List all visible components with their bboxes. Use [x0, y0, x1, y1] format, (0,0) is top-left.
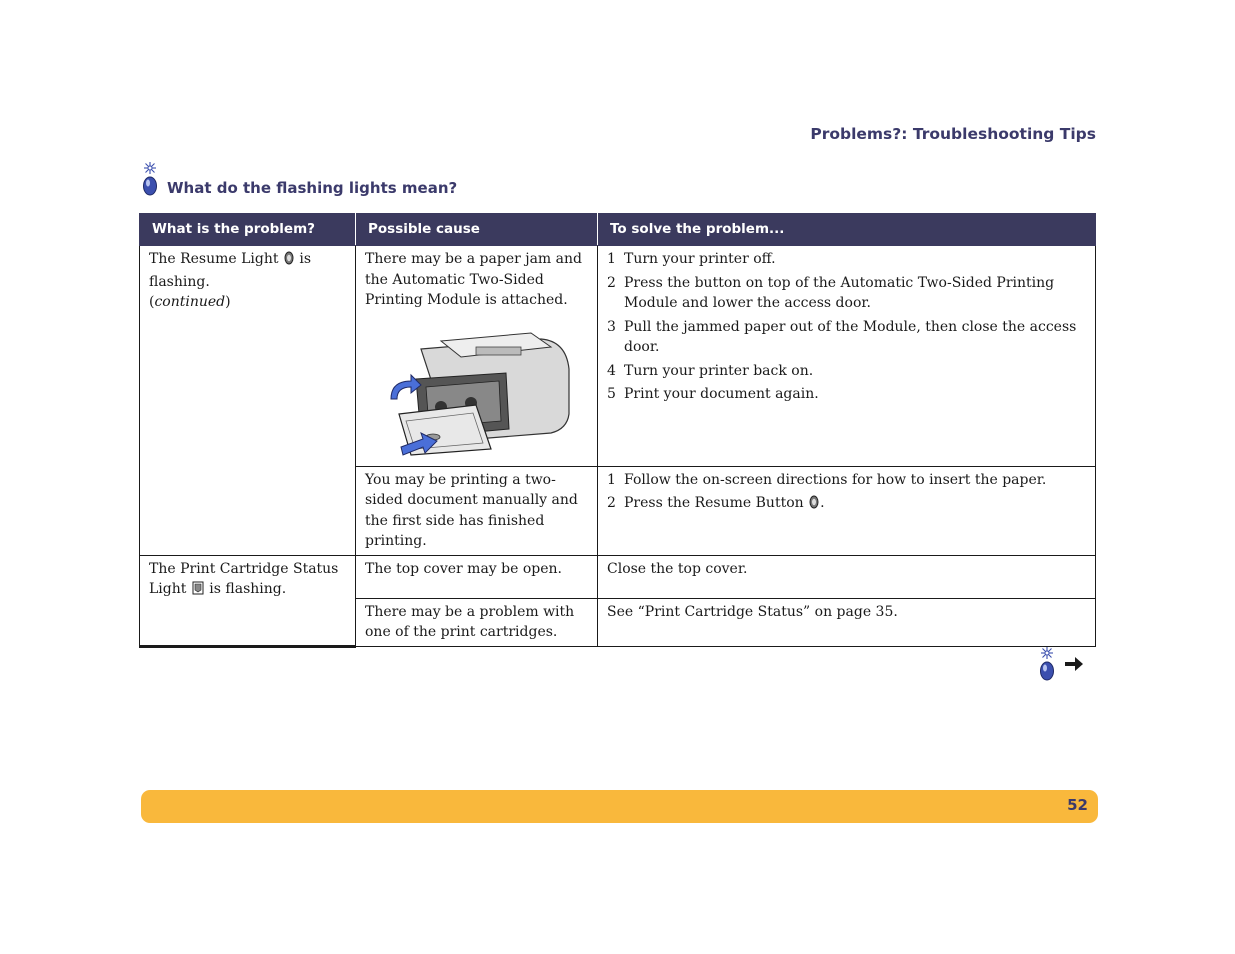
cause-text: There may be a problem with one of the print cartridges.	[365, 603, 575, 640]
problem-text: The Print Cartridge Status Light	[149, 560, 339, 597]
solution-cell	[598, 246, 1096, 467]
table-row	[140, 555, 1096, 598]
cause-cell	[356, 246, 598, 467]
continued-note: continued	[154, 294, 226, 310]
table-header-row	[140, 214, 1096, 246]
lightbulb-icon	[141, 161, 161, 197]
page-title: What do the flashing lights mean?	[167, 179, 458, 197]
cause-cell	[356, 598, 598, 646]
cause-text: There may be a paper jam and the Automatic Two-Sided Printing Module is attached.	[365, 251, 582, 308]
column-header-cause: Possible cause	[356, 214, 598, 246]
column-header-solution: To solve the problem...	[598, 214, 1096, 246]
problem-suffix: is flashing.	[149, 251, 312, 290]
list-item: 1 Follow the on-screen directions for how to insert the paper.	[607, 471, 1047, 488]
footer-bar	[141, 790, 1098, 823]
solution-text: Close the top cover.	[607, 560, 748, 577]
problem-suffix: is flashing.	[209, 581, 287, 597]
lightbulb-icon	[1038, 646, 1058, 686]
printer-illustration	[381, 329, 571, 457]
solution-cell	[598, 598, 1096, 646]
cause-text: The top cover may be open.	[365, 560, 562, 577]
solution-cell	[598, 555, 1096, 598]
cause-cell	[356, 466, 598, 555]
page-number: 52	[1067, 796, 1088, 814]
column-header-problem: What is the problem?	[140, 214, 356, 246]
next-arrow-icon[interactable]	[1064, 656, 1084, 676]
problem-cell: The Resume Light is flashing. (continued)	[140, 246, 356, 556]
list-item: 2 Press the Resume Button .	[607, 493, 1087, 516]
list-item: 1 Turn your printer off.	[607, 251, 776, 267]
solution-steps	[607, 249, 1087, 405]
resume-button-icon	[809, 495, 819, 516]
cause-cell	[356, 555, 598, 598]
cause-text: You may be printing a two-sided document manually and the first side has finished printing.	[365, 471, 578, 549]
cartridge-status-icon	[192, 581, 204, 602]
solution-steps	[607, 470, 1087, 516]
solution-text: See “Print Cartridge Status” on page 35.	[607, 603, 898, 620]
problem-text: The Resume Light	[149, 251, 279, 267]
list-item: 2 Press the button on top of the Automatic Two-Sided Printing Module and lower the access door.	[607, 274, 1055, 311]
section-header: Problems?: Troubleshooting Tips	[810, 125, 1096, 143]
list-item: 3 Pull the jammed paper out of the Module, then close the access door.	[607, 318, 1077, 355]
list-item: 5 Print your document again.	[607, 386, 819, 402]
resume-light-icon	[284, 251, 294, 272]
page-heading	[141, 161, 457, 197]
next-page-link[interactable]	[1038, 646, 1084, 686]
table-row	[140, 246, 1096, 467]
troubleshooting-table	[139, 213, 1096, 648]
list-item: 4 Turn your printer back on.	[607, 362, 814, 379]
problem-cell	[140, 555, 356, 646]
solution-cell	[598, 466, 1096, 555]
